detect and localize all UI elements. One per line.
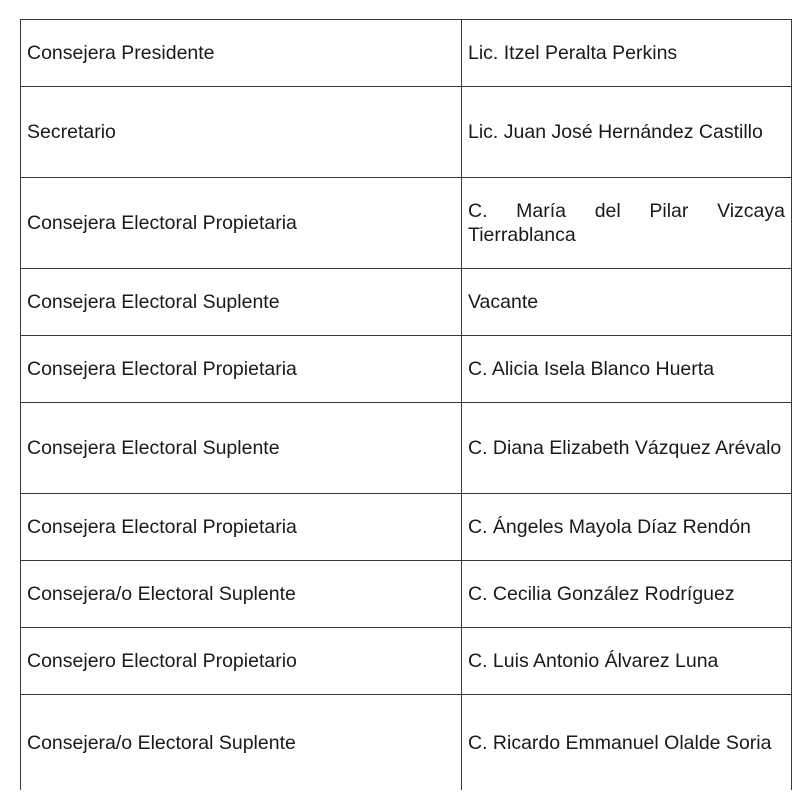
role-cell: Consejera Electoral Propietaria [21,336,462,403]
name-cell: C. Luis Antonio Álvarez Luna [462,628,792,695]
role-cell: Secretario [21,87,462,178]
table-row [21,178,792,269]
role-cell: Consejera/o Electoral Suplente [21,561,462,628]
table-row [21,695,792,791]
name-cell: C. Ricardo Emmanuel Olalde Soria [462,695,792,791]
name-cell: Vacante [462,269,792,336]
name-cell: C. Alicia Isela Blanco Huerta [462,336,792,403]
role-cell: Consejero Electoral Propietario [21,628,462,695]
role-cell: Consejera Electoral Propietaria [21,178,462,269]
table-row [21,494,792,561]
name-cell: Lic. Juan José Hernández Castillo [462,87,792,178]
table-row [21,628,792,695]
role-cell: Consejera/o Electoral Suplente [21,695,462,791]
name-cell: Lic. Itzel Peralta Perkins [462,20,792,87]
role-cell: Consejera Electoral Suplente [21,403,462,494]
name-cell: C. Ángeles Mayola Díaz Rendón [462,494,792,561]
table-row [21,269,792,336]
council-members-table [20,19,792,790]
role-cell: Consejera Presidente [21,20,462,87]
table-row [21,403,792,494]
role-cell: Consejera Electoral Propietaria [21,494,462,561]
name-cell: C. María del Pilar Vizcaya Tierrablanca [462,178,792,269]
name-cell: C. Diana Elizabeth Vázquez Arévalo [462,403,792,494]
table-row [21,20,792,87]
table-row [21,87,792,178]
council-table-container [20,19,792,790]
role-cell: Consejera Electoral Suplente [21,269,462,336]
table-row [21,336,792,403]
table-row [21,561,792,628]
name-cell: C. Cecilia González Rodríguez [462,561,792,628]
